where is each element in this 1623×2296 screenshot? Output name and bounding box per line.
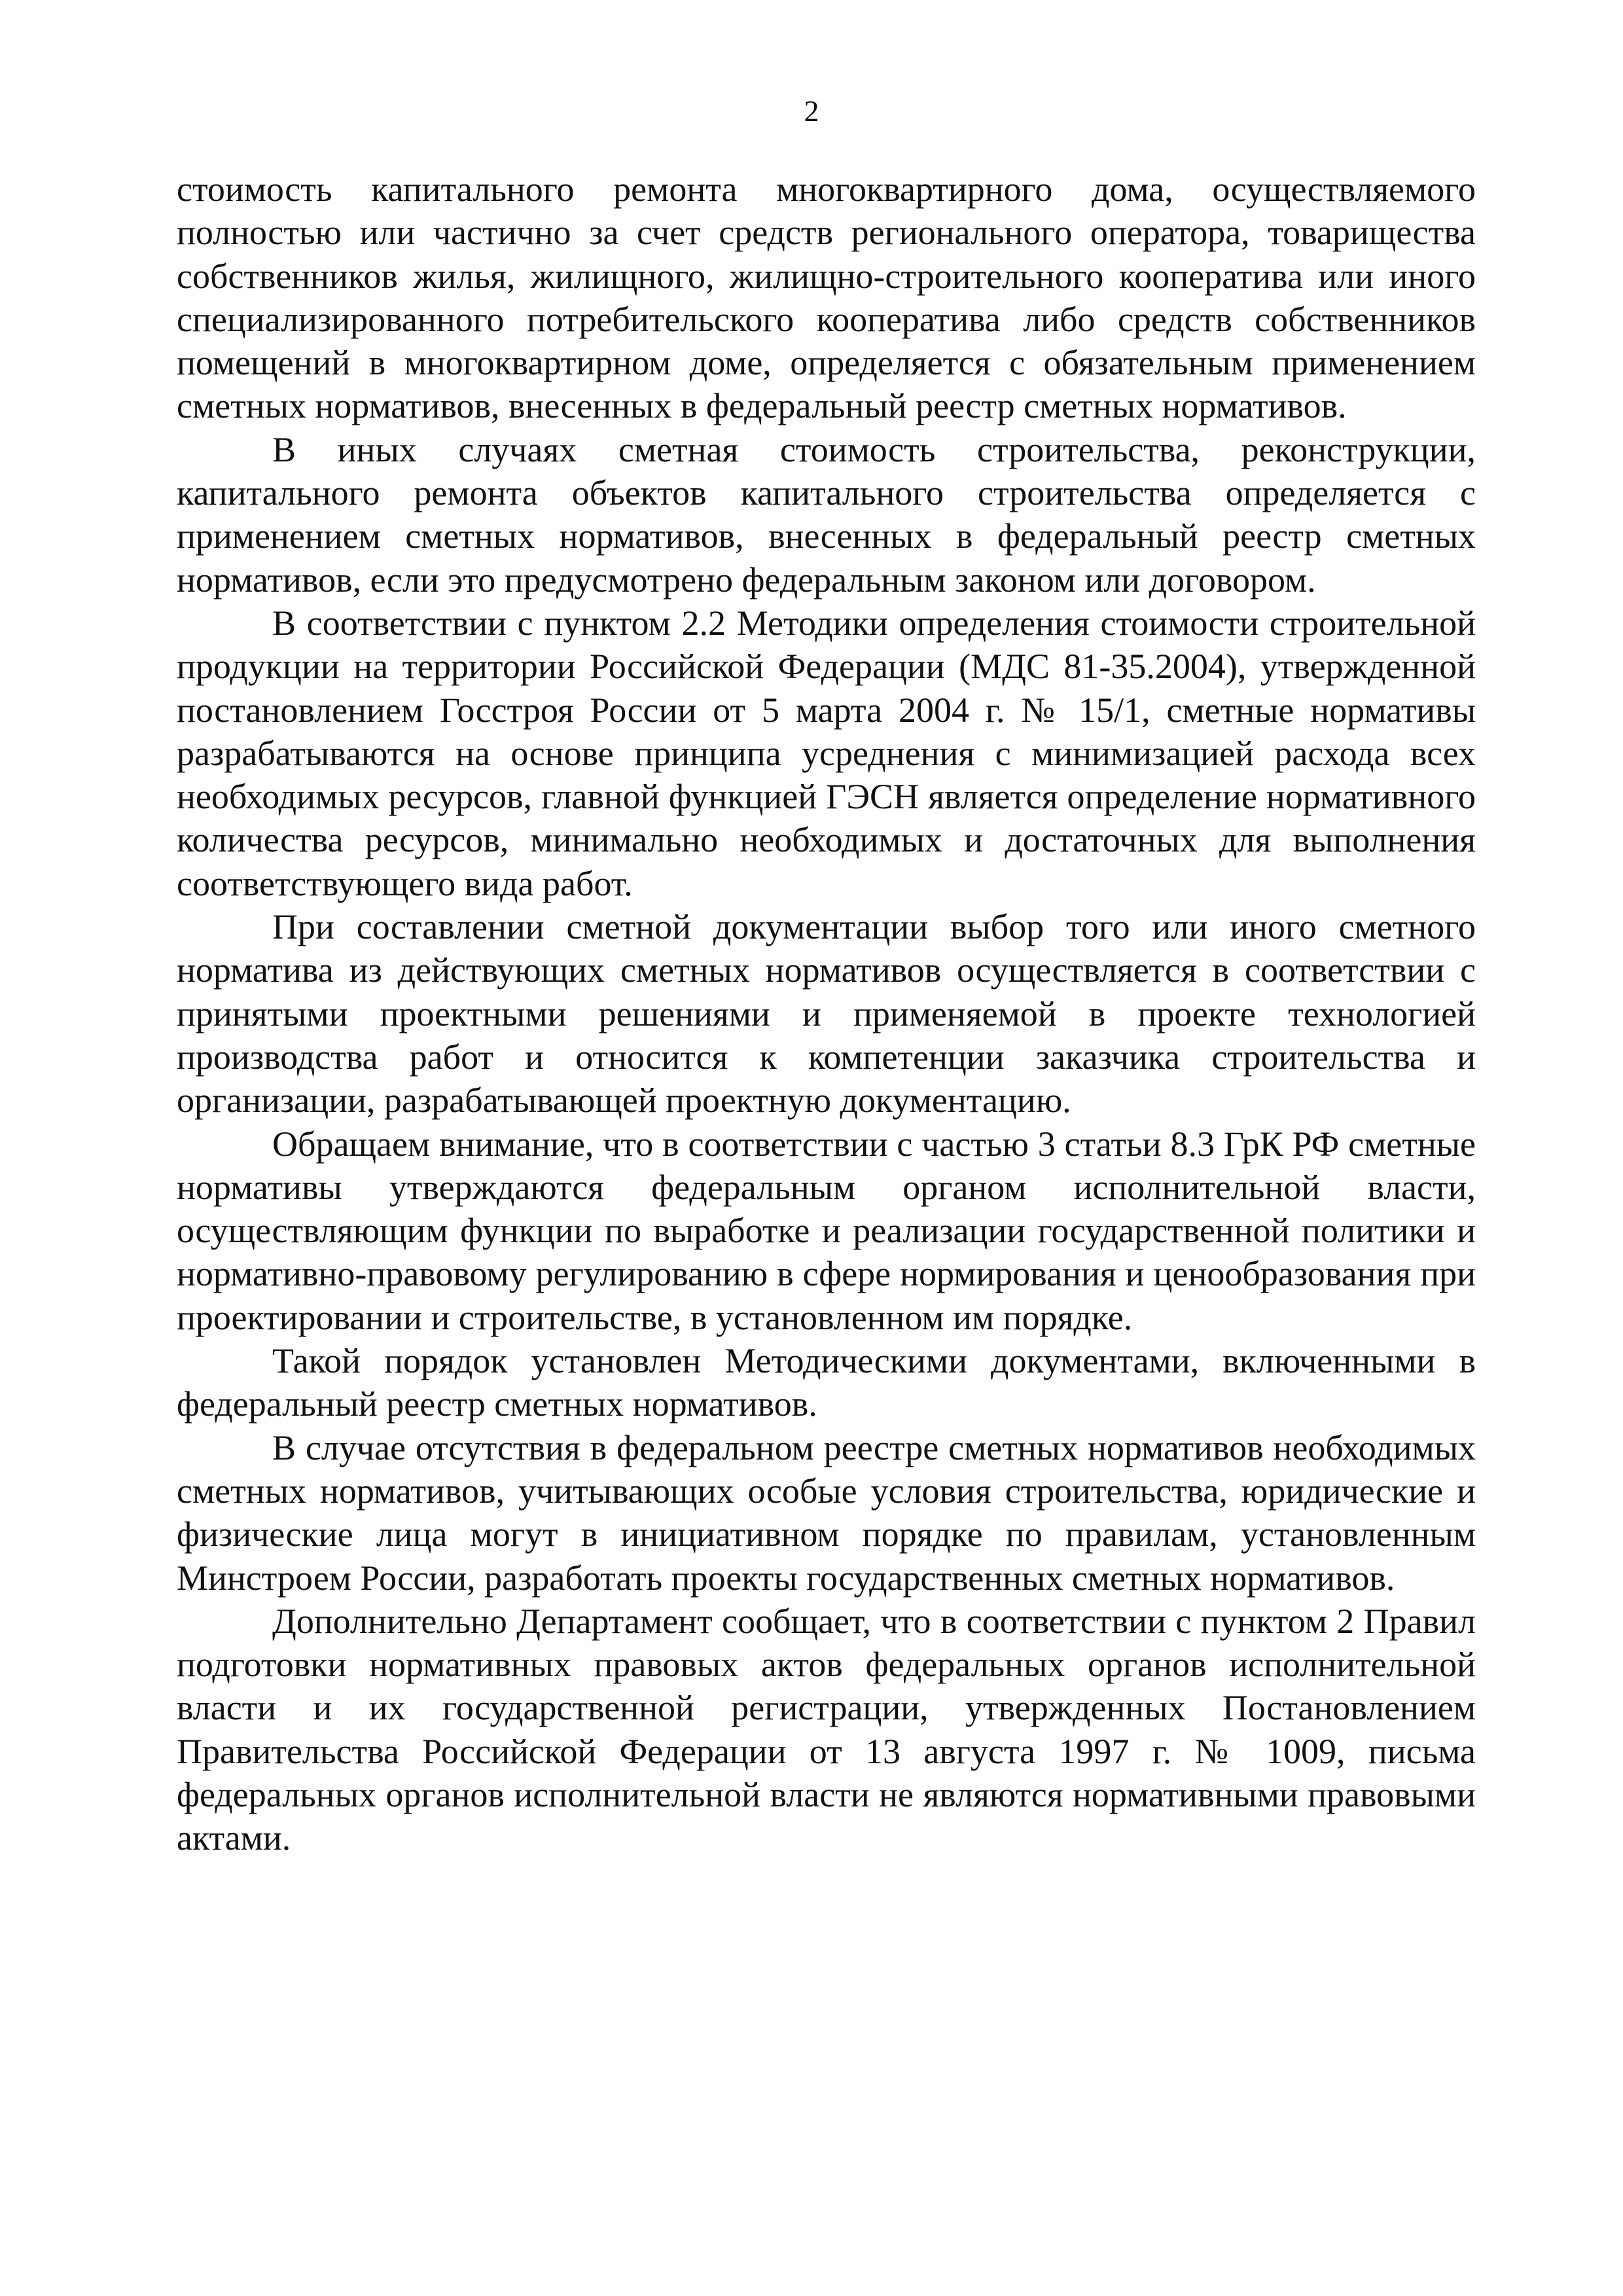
paragraph-missing-norms: В случае отсутствия в федеральном реестре сметных нормативов необходимых сметных нормативов, учитывающих особые условия строительства, юридические и физические лица могут в инициативном порядке по правилам, установленным Минстроем России, разработать проекты государственных сметных нормативов.	[177, 1427, 1476, 1598]
letter-body	[177, 168, 1476, 1860]
paragraph-capital-repair-cost: стоимость капитального ремонта многоквартирного дома, осуществляемого полностью или частично за счет средств регионального оператора, товарищества собственников жилья, жилищного, жилищно-строительного кооператива или иного специализированного потребительского кооператива либо средств собственников помещений в многоквартирном доме, определяется с обязательным применением сметных нормативов, внесенных в федеральный реестр сметных нормативов.	[177, 170, 1476, 426]
paragraph-procedure: Такой порядок установлен Методическими документами, включенными в федеральный реестр сметных нормативов.	[177, 1341, 1476, 1424]
paragraph-norm-selection: При составлении сметной документации выбор того или иного сметного норматива из действующих сметных нормативов осуществляется в соответствии с принятыми проектными решениями и применяемой в проекте технологией производства работ и относится к компетенции заказчика строительства и организации, разрабатывающей проектную документацию.	[177, 907, 1476, 1121]
paragraph-department-notice: Дополнительно Департамент сообщает, что в соответствии с пунктом 2 Правил подготовки нормативных правовых актов федеральных органов исполнительной власти и их государственной регистрации, утвержденных Постановлением Правительства Российской Федерации от 13 августа 1997 г. № 1009, письма федеральных органов исполнительной власти не являются нормативными правовыми актами.	[177, 1601, 1476, 1858]
paragraph-other-cases: В иных случаях сметная стоимость строительства, реконструкции, капитального ремонта объектов капитального строительства определяется с применением сметных нормативов, внесенных в федеральный реестр сметных нормативов, если это предусмотрено федеральным законом или договором.	[177, 429, 1476, 600]
paragraph-methodology-mds: В соответствии с пунктом 2.2 Методики определения стоимости строительной продукции на территории Российской Федерации (МДС 81-35.2004), утвержденной постановлением Госстроя России от 5 марта 2004 г. № 15/1, сметные нормативы разрабатываются на основе принципа усреднения с минимизацией расхода всех необходимых ресурсов, главной функцией ГЭСН является определение нормативного количества ресурсов, минимально необходимых и достаточных для выполнения соответствующего вида работ.	[177, 603, 1476, 903]
paragraph-norm-approval: Обращаем внимание, что в соответствии с частью 3 статьи 8.3 ГрК РФ сметные нормативы утверждаются федеральным органом исполнительной власти, осуществляющим функции по выработке и реализации государственной политики и нормативно-правовому регулированию в сфере нормирования и ценообразования при проектировании и строительстве, в установленном им порядке.	[177, 1124, 1476, 1337]
page-number: 2	[804, 94, 819, 128]
